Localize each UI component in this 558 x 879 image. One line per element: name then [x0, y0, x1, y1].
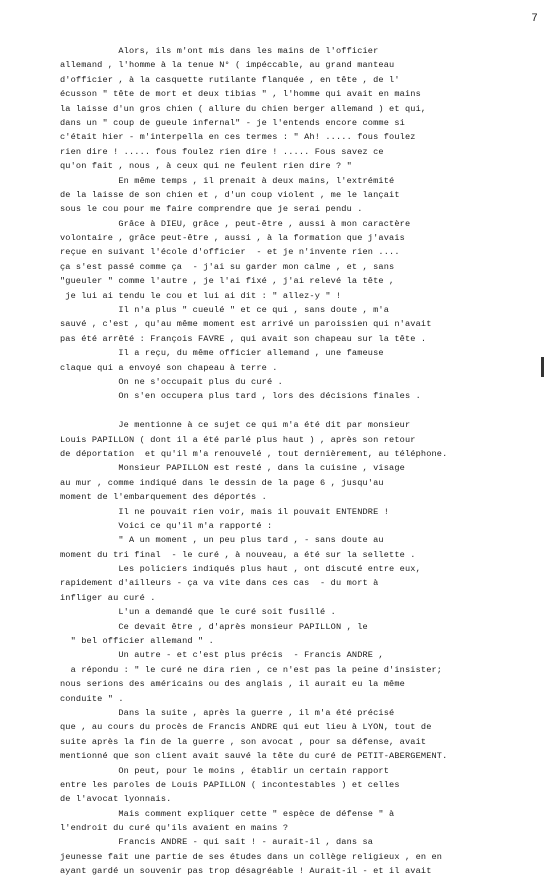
text-line: reçue en suivant l'école d'officier - et je n'invente rien ....: [60, 247, 400, 258]
text-line: " bel officier allemand " .: [60, 636, 214, 647]
text-line: Il n'a plus " cueulé " et ce qui , sans doute , m'a: [60, 305, 390, 316]
text-line: allemand , l'homme à la tenue N° ( impéccable, au grand manteau: [60, 60, 395, 71]
text-line: On peut, pour le moins , établir un certain rapport: [60, 765, 390, 776]
text-line: On ne s'occupait plus du curé .: [60, 376, 283, 387]
text-line: je lui ai tendu le cou et lui ai dit : " allez-y " !: [60, 290, 342, 301]
text-line: Un autre - et c'est plus précis - Francis ANDRE ,: [60, 650, 384, 661]
text-line: écusson " tête de mort et deux tibias " , l'homme qui avait en mains: [60, 89, 421, 100]
text-line: Alors, ils m'ont mis dans les mains de l'officier: [60, 46, 379, 56]
text-line: Je mentionne à ce sujet ce qui m'a été dit par monsieur: [60, 420, 411, 431]
text-line: infliger au curé .: [60, 592, 156, 603]
text-line: Francis ANDRE - qui sait ! - aurait-il , dans sa: [60, 837, 374, 848]
text-line: [60, 404, 540, 418]
text-line: En même temps , il prenait à deux mains, l'extrémité: [60, 175, 395, 186]
text-line: moment de l'embarquement des déportés .: [60, 492, 267, 503]
text-line: au mur , comme indiqué dans le dessin de la page 6 , jusqu'au: [60, 477, 384, 488]
text-line: Mais comment expliquer cette " espèce de défense " à: [60, 808, 395, 819]
page-number: 7: [531, 13, 538, 25]
text-line: nous serions des américains ou des anglais , il aurait eu la même: [60, 679, 405, 690]
text-line: a répondu : " le curé ne dira rien , ce n'est pas la peine d'insister;: [60, 664, 443, 675]
text-line: sauvé , c'est , qu'au même moment est arrivé un paroissien qui n'avait: [60, 319, 432, 330]
text-line: Louis PAPILLON ( dont il a été parlé plus haut ) , après son retour: [60, 434, 416, 445]
text-line: de la laisse de son chien et , d'un coup violent , me le lançait: [60, 189, 400, 200]
text-line: entre les paroles de Louis PAPILLON ( incontestables ) et celles: [60, 779, 400, 790]
text-line: que , au cours du procès de Francis ANDRE qui eut lieu à LYON, tout de: [60, 722, 432, 733]
text-line: suite après la fin de la guerre , son avocat , pour sa défense, avait: [60, 736, 427, 747]
text-line: L'un a demandé que le curé soit fusillé .: [60, 607, 336, 618]
text-line: ayant gardé un souvenir pas trop désagréable ! Aurait-il - et il avait: [60, 866, 432, 877]
text-line: moment du tri final - le curé , à nouveau, a été sur la sellette .: [60, 549, 416, 560]
text-line: On s'en occupera plus tard , lors des décisions finales .: [60, 391, 421, 402]
text-line: d'officier , à la casquette rutilante flanquée , en tête , de l': [60, 74, 400, 85]
text-line: Ce devait être , d'après monsieur PAPILLON , le: [60, 621, 368, 632]
text-line: Les policiers indiqués plus haut , ont discuté entre eux,: [60, 564, 421, 575]
text-line: ça s'est passé comme ça - j'ai su garder mon calme , et , sans: [60, 261, 395, 272]
text-line: "gueuler " comme l'autre , je l'ai fixé , j'ai relevé la tête ,: [60, 276, 395, 287]
text-line: de déportation et qu'il m'a renouvelé , tout dernièrement, au téléphone.: [60, 448, 448, 459]
text-line: jeunesse fait une partie de ses études dans un collège religieux , en en: [60, 851, 443, 862]
text-line: Dans la suite , après la guerre , il m'a été précisé: [60, 707, 395, 718]
text-line: pas été arrêté : François FAVRE , qui avait son chapeau sur la tête .: [60, 333, 427, 344]
text-line: volontaire , grâce peut-être , aussi , à la formation que j'avais: [60, 233, 405, 244]
margin-mark: [541, 357, 544, 377]
text-line: c'était hier - m'interpella en ces termes : " Ah! ..... fous foulez: [60, 132, 416, 143]
text-line: de l'avocat lyonnais.: [60, 794, 172, 805]
text-line: sous le cou pour me faire comprendre que je serai pendu .: [60, 204, 363, 215]
text-line: rien dire ! ..... fous foulez rien dire ! ..... Fous savez ce: [60, 146, 384, 157]
text-line: qu'on fait , nous , à ceux qui ne feulent rien dire ? ": [60, 161, 352, 172]
text-line: conduite " .: [60, 693, 124, 704]
text-line: Monsieur PAPILLON est resté , dans la cuisine , visage: [60, 463, 405, 474]
text-line: " A un moment , un peu plus tard , - sans doute au: [60, 535, 384, 546]
text-line: l'endroit du curé qu'ils avaient en mains ?: [60, 823, 289, 834]
text-line: Il a reçu, du même officier allemand , une fameuse: [60, 348, 384, 359]
body-text: [60, 44, 540, 879]
text-line: mentionné que son client avait sauvé la tête du curé de PETIT-ABERGEMENT.: [60, 751, 448, 762]
text-line: la laisse d'un gros chien ( allure du chien berger allemand ) et qui,: [60, 103, 427, 114]
text-line: Grâce à DIEU, grâce , peut-être , aussi à mon caractère: [60, 218, 411, 229]
text-line: claque qui a envoyé son chapeau à terre .: [60, 362, 278, 373]
text-line: dans un " coup de gueule infernal" - je l'entends encore comme si: [60, 117, 405, 128]
text-line: Voici ce qu'il m'a rapporté :: [60, 520, 273, 531]
text-line: rapidement d'ailleurs - ça va vite dans ces cas - du mort à: [60, 578, 379, 589]
text-line: Il ne pouvait rien voir, mais il pouvait ENTENDRE !: [60, 506, 390, 517]
